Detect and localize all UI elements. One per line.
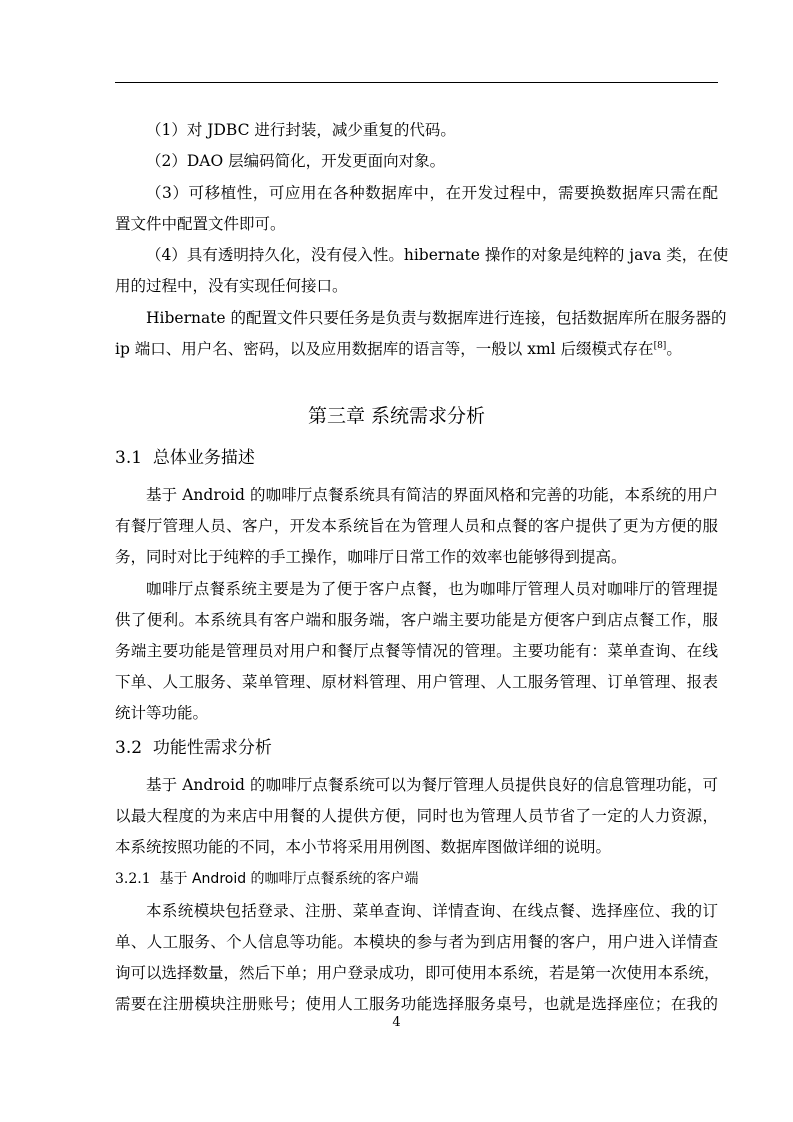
paragraph-line: 咖啡厅点餐系统主要是为了便于客户点餐，也为咖啡厅管理人员对咖啡厅的管理提 <box>146 580 718 598</box>
section-heading-3-1 <box>115 446 255 470</box>
paragraph-line: 供了便利。本系统具有客户端和服务端，客户端主要功能是方便客户到店点餐工作，服 <box>115 611 718 629</box>
paragraph-line: 单、人工服务、个人信息等功能。本模块的参与者为到店用餐的客户，用户进入详情查 <box>115 933 718 951</box>
paragraph-line: 务端主要功能是管理员对用户和餐厅点餐等情况的管理。主要功能有：菜单查询、在线 <box>115 642 718 660</box>
section-number: 3.2 <box>115 738 143 758</box>
header-rule <box>115 82 718 83</box>
paragraph-line: 本系统模块包括登录、注册、菜单查询、详情查询、在线点餐、选择座位、我的订 <box>146 902 718 920</box>
list-item-1: （1）对 JDBC 进行封装，减少重复的代码。 <box>146 121 456 139</box>
citation-ref: [8] <box>653 341 667 351</box>
paragraph-line: 需要在注册模块注册账号；使用人工服务功能选择服务桌号，也就是选择座位；在我的 <box>115 995 718 1013</box>
list-item-2: （2）DAO 层编码简化，开发更面向对象。 <box>146 152 446 170</box>
paragraph-text: ip 端口、用户名、密码，以及应用数据库的语言等，一般以 xml 后缀模式存在 <box>115 340 654 358</box>
page-number: 4 <box>392 1015 401 1030</box>
paragraph-line: 本系统按照功能的不同，本小节将采用用例图、数据库图做详细的说明。 <box>115 838 612 856</box>
paragraph-line: 统计等功能。 <box>115 704 209 722</box>
paragraph-line: （3）可移植性，可应用在各种数据库中，在开发过程中，需要换数据库只需在配 <box>146 184 718 202</box>
section-heading-3-2 <box>115 736 272 760</box>
section-title: 总体业务描述 <box>152 448 255 468</box>
subsection-heading-3-2-1 <box>115 869 419 889</box>
section-title: 功能性需求分析 <box>152 738 272 758</box>
paragraph-line: 用的过程中，没有实现任何接口。 <box>115 277 348 295</box>
paragraph-line <box>115 339 718 359</box>
paragraph-line: Hibernate 的配置文件只要任务是负责与数据库进行连接，包括数据库所在服务器的 <box>146 309 727 327</box>
paragraph-line: 基于 Android 的咖啡厅点餐系统可以为餐厅管理人员提供良好的信息管理功能，可 <box>146 776 718 794</box>
section-title: 基于 Android 的咖啡厅点餐系统的客户端 <box>159 871 419 887</box>
paragraph-line: 置文件中配置文件即可。 <box>115 215 286 233</box>
paragraph-line: 基于 Android 的咖啡厅点餐系统具有简洁的界面风格和完善的功能，本系统的用户 <box>146 486 718 504</box>
paragraph-line: 有餐厅管理人员、客户，开发本系统旨在为管理人员和点餐的客户提供了更为方便的服 <box>115 517 718 535</box>
paragraph-line: 务，同时对比于纯粹的手工操作，咖啡厅日常工作的效率也能够得到提高。 <box>115 548 627 566</box>
paragraph-line: 以最大程度的为来店中用餐的人提供方便，同时也为管理人员节省了一定的人力资源， <box>115 807 718 825</box>
chapter-title: 第三章 系统需求分析 <box>307 405 486 427</box>
section-number: 3.1 <box>115 448 143 468</box>
paragraph-end: 。 <box>666 340 682 358</box>
section-number: 3.2.1 <box>115 871 151 887</box>
paragraph-line: 下单、人工服务、菜单管理、原材料管理、用户管理、人工服务管理、订单管理、报表 <box>115 673 718 691</box>
paragraph-line: 询可以选择数量，然后下单；用户登录成功，即可使用本系统，若是第一次使用本系统， <box>115 964 720 982</box>
paragraph-line: （4）具有透明持久化，没有侵入性。hibernate 操作的对象是纯粹的 java 类，在使 <box>146 246 729 264</box>
